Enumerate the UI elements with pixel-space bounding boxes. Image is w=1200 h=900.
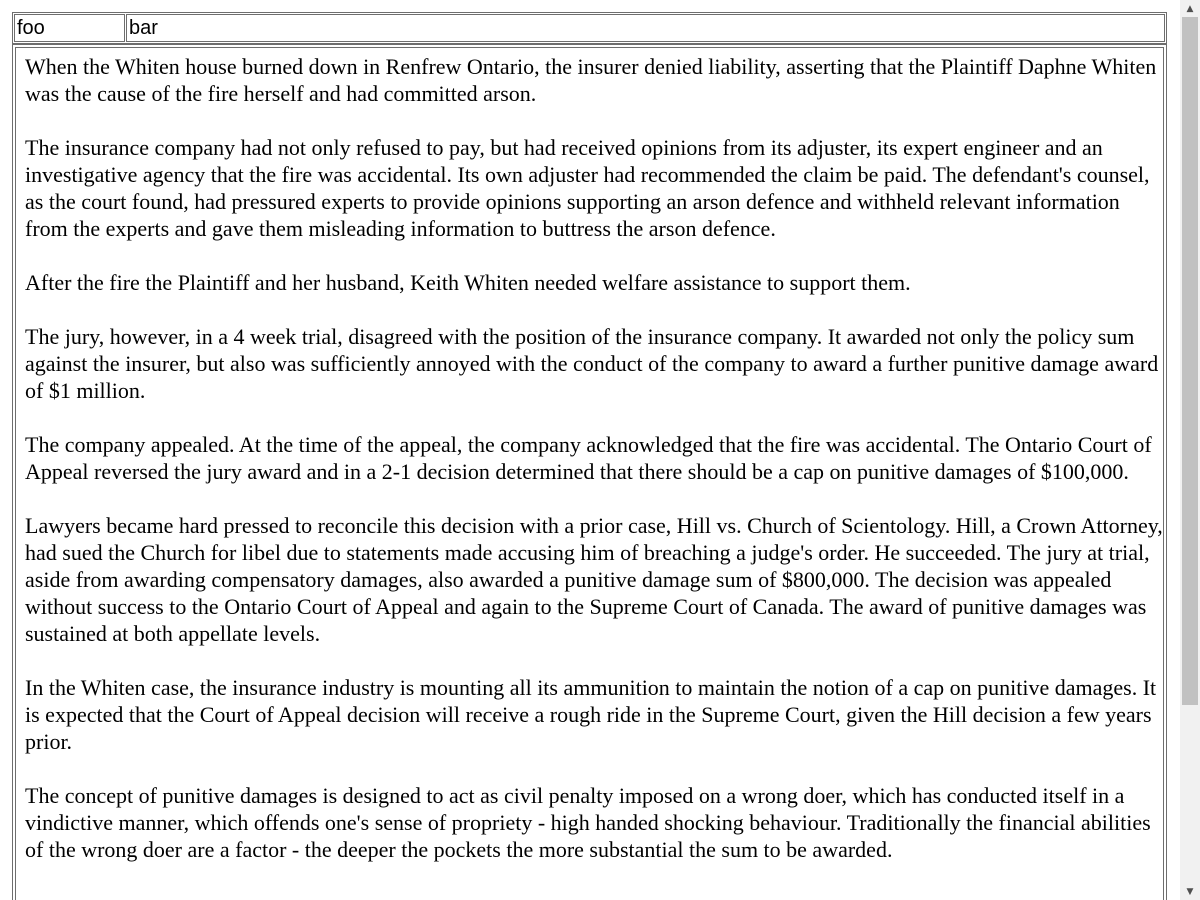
- article-paragraph-1: When the Whiten house burned down in Renfrew Ontario, the insurer denied liability, asserting that the Plaintiff Daphne Whiten was the cause of the fire herself and had committed arson.: [25, 54, 1157, 106]
- scrollbar-thumb[interactable]: [1182, 17, 1198, 705]
- header-table: [12, 12, 1167, 44]
- article-body: [15, 47, 1164, 900]
- article-paragraph-6: Lawyers became hard pressed to reconcile this decision with a prior case, Hill vs. Church of Scientology. Hill, a Crown Attorney, had sued the Church for libel due to statements made accusing him of breaching a judge's order. He succeeded. The jury at trial, aside from awarding compensatory damages, also awarded a punitive damage sum of $800,000. The decision was appealed without success to the Ontario Court of Appeal and again to the Supreme Court of Canada. The award of punitive damages was sustained at both appellate levels.: [25, 513, 1163, 646]
- article-paragraph-3: After the fire the Plaintiff and her husband, Keith Whiten needed welfare assistance to support them.: [25, 270, 911, 295]
- header-cell-foo: foo: [14, 14, 125, 42]
- header-cell-bar: bar: [126, 14, 1165, 42]
- vertical-scrollbar[interactable]: [1180, 0, 1200, 900]
- scroll-up-arrow-icon[interactable]: ▲: [1186, 3, 1194, 14]
- scroll-down-arrow-icon[interactable]: ▼: [1186, 886, 1194, 897]
- article-paragraph-5: The company appealed. At the time of the appeal, the company acknowledged that the fire was accidental. The Ontario Court of Appeal reversed the jury award and in a 2-1 decision determined that there should be a cap on punitive damages of $100,000.: [25, 432, 1152, 484]
- article-paragraph-2: The insurance company had not only refused to pay, but had received opinions from its adjuster, its expert engineer and an investigative agency that the fire was accidental. Its own adjuster had recommended the claim be paid. The defendant's counsel, as the court found, had pressured experts to provide opinions supporting an arson defence and withheld relevant information from the experts and gave them misleading information to buttress the arson defence.: [25, 135, 1150, 241]
- article-paragraph-8: The concept of punitive damages is designed to act as civil penalty imposed on a wrong doer, which has conducted itself in a vindictive manner, which offends one's sense of propriety - high handed shocking behaviour. Traditionally the financial abilities of the wrong doer are a factor - the deeper the pockets the more substantial the sum to be awarded.: [25, 783, 1151, 862]
- article-paragraph-4: The jury, however, in a 4 week trial, disagreed with the position of the insurance company. It awarded not only the policy sum against the insurer, but also was sufficiently annoyed with the conduct of the company to award a further punitive damage award of $1 million.: [25, 324, 1159, 403]
- article-table: [12, 44, 1167, 900]
- article-paragraph-7: In the Whiten case, the insurance industry is mounting all its ammunition to maintain the notion of a cap on punitive damages. It is expected that the Court of Appeal decision will receive a rough ride in the Supreme Court, given the Hill decision a few years prior.: [25, 675, 1157, 754]
